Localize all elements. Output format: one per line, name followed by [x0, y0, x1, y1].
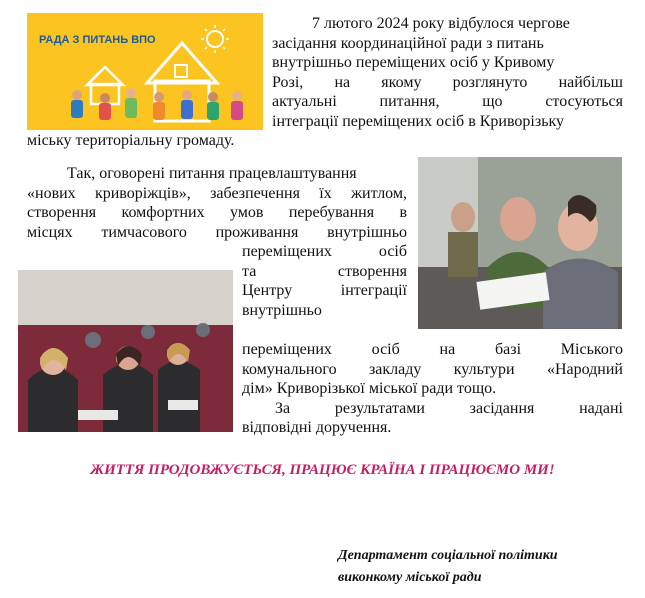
paragraph-2-top [27, 164, 407, 242]
text-line: «нових криворіжців», забезпечення їх житлом, [27, 184, 407, 202]
signature-line-2: виконкому міської ради [338, 570, 482, 585]
text-line: місцях тимчасового проживання внутрішньо [27, 223, 407, 241]
text-line: комунального закладу культури «Народний [242, 360, 623, 378]
meeting-photo [418, 157, 622, 329]
text-line: переміщених осіб [242, 243, 407, 260]
paragraph-2-bottom [242, 340, 623, 438]
slogan: ЖИТТЯ ПРОДОВЖУЄТЬСЯ, ПРАЦЮЄ КРАЇНА І ПРАЦЮЄМО МИ! [90, 462, 555, 478]
audience-photo [18, 270, 233, 432]
text-line: внутрішньо [242, 301, 322, 319]
text-line: міську територіальну громаду. [27, 132, 235, 149]
text-line: За результатами засідання надані [275, 399, 623, 417]
text-line: дім» Криворізької міської ради тощо. [242, 380, 497, 397]
banner-title: РАДА З ПИТАНЬ ВПО [39, 34, 156, 46]
signature [338, 545, 558, 589]
council-banner-image [27, 13, 263, 130]
text-line: 7 лютого 2024 року відбулося чергове [312, 15, 570, 32]
text-line: відповідні доручення. [242, 419, 392, 436]
children-house-illustration [27, 13, 263, 130]
text-line: актуальні питання, що стосуються [272, 93, 623, 110]
text-line: створення комфортних умов перебування в [27, 204, 407, 221]
text-line: інтеграції переміщених осіб в Криворізьку [272, 112, 565, 130]
signature-line-1: Департамент соціальної політики [338, 548, 558, 563]
text-line: переміщених осіб на базі Міського [242, 341, 623, 358]
text-line: внутрішньо переміщених осіб у Кривому [272, 54, 555, 71]
text-line: засідання координаційної ради з питань [272, 34, 544, 52]
paragraph-1-end [27, 131, 623, 151]
text-line: Так, оговорені питання працевлаштування [67, 165, 357, 182]
text-line: Розі, на якому розглянуто найбільш [272, 73, 623, 91]
text-line: та створення [242, 262, 407, 280]
paragraph-2-mid [242, 242, 407, 320]
paragraph-1 [272, 14, 623, 131]
text-line: Центру інтеграції [242, 282, 407, 299]
